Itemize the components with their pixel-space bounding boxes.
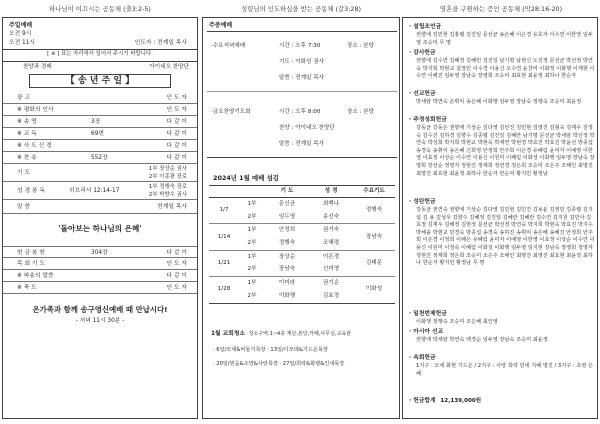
january-schedule-title: 2024년 1월 예배 섬김: [213, 174, 279, 182]
offering-section: [409, 50, 595, 81]
new-year-message: 온가족과 함께 송구영신예배 때 만납시다!: [32, 305, 168, 314]
schedule-part: 2부: [239, 237, 265, 250]
order-row: [3, 140, 197, 152]
offering-names: 1지구 : 모세 화현 기드온 / 2지구 : 사랑 희락 민네 지혜 명진 / 3지구 : 초영 은혜: [416, 362, 593, 377]
offering-section: [409, 398, 595, 405]
cleaning-area: ·청소구역:1~4층 계단,본당,카페,사무실,교육관: [247, 331, 351, 337]
table-header: [239, 186, 265, 198]
order-label: 기 도: [17, 170, 31, 176]
schedule-part: 1부: [247, 280, 257, 287]
divider: [3, 49, 197, 50]
order-row: [3, 116, 197, 128]
offering-names: 권향애 김수연 김혜정 김혜린 김진일 남기평 남현신 노진정 문선균 박선정 박연숙 박지희 박현교 설장민 이수경 이용신 오수연 윤찬미 이화정 이화행 이재현 이수연 이해진 임두영 장남숙 장영희 조승미 최효현 최윤정 최하나 한순자: [416, 57, 595, 80]
schedule-prayer: 안정희: [278, 227, 296, 234]
cleaning-schedule-1: · 6일/모세&비둘기목장 · 13일/디모데&기드온목장: [213, 347, 328, 353]
order-label: ※ 평화의 인사: [17, 107, 54, 113]
fri-service-name: ·금요찬양기도회: [211, 109, 251, 115]
schedule-date: 1/14: [209, 224, 239, 250]
order-label: ※ 파송의 말씀: [17, 273, 54, 279]
order-detail: 3장: [91, 119, 101, 125]
order-leader: 다 같 이: [166, 131, 187, 137]
fri-time: 시간 : 오후 8:00: [279, 109, 321, 115]
table-header: 기 도: [265, 186, 309, 198]
wed-sermon: 말씀 : 전계일 목사: [279, 75, 325, 81]
schedule-date: 1/28: [209, 277, 239, 303]
wed-prayer: 기도 : 이화성 권사: [279, 59, 325, 65]
order-label: ※ 교 독: [17, 131, 37, 137]
divider: [207, 157, 397, 158]
cleaning-title: [211, 331, 351, 338]
schedule-date: 1/21: [209, 250, 239, 276]
schedule-part: 1부: [247, 253, 257, 260]
schedule-scripture: 최백나: [322, 200, 340, 207]
schedule-wed-prayer: 김태문: [353, 250, 395, 276]
fri-praise: 찬양 : 아이네오 찬양단: [279, 125, 335, 131]
praise-team: 아이네오 찬양단: [149, 64, 189, 70]
new-year-time: - 저녁 11시 30분 -: [75, 318, 125, 324]
schedule-part: 2부: [239, 290, 265, 303]
offering-heading: · 일천번제헌금: [409, 311, 447, 317]
worship-order-frame: [2, 17, 198, 419]
divider: [207, 91, 397, 92]
schedule-scripture: 송선숙: [309, 211, 353, 224]
cleaning-heading: 1월 교회청소: [211, 331, 246, 337]
table-header: 수요기도: [353, 186, 395, 198]
offering-heading: · 속회헌금: [409, 355, 436, 361]
order-label: 목 회 기 도: [17, 261, 45, 267]
schedule-part: 2부: [239, 263, 265, 276]
divider: [3, 61, 197, 62]
order-row: [3, 92, 197, 104]
order-label: 성 경 봉 독: [17, 188, 45, 194]
offering-section: [409, 91, 595, 107]
order-label: 광 고: [17, 95, 31, 101]
order-label: 말 씀: [17, 204, 31, 210]
weekday-heading: 주중예배: [209, 22, 233, 29]
sunday-banner: 【 송 년 주 일 】: [29, 74, 171, 88]
schedule-scripture: 이은경: [322, 253, 340, 260]
schedule-prayer: 문신균: [278, 200, 296, 207]
schedule-scripture: 신미영: [309, 263, 353, 276]
stand-note: [ ※ ] 표는 자리에서 일어서 주시기 바랍니다.: [47, 51, 153, 57]
wed-place: 장소 : 본당: [347, 43, 375, 49]
order-row: [3, 128, 197, 140]
cleaning-schedule-2: · 20일/믿음&소망&사랑목장 · 27일/희락&화평&인내목장: [213, 361, 345, 367]
schedule-date: 1/7: [209, 198, 239, 224]
divider: [207, 31, 397, 32]
order-leader: 인 도 자: [166, 285, 187, 291]
schedule-prayer: 장남숙: [265, 263, 309, 276]
schedule-part: 2부: [239, 211, 265, 224]
offering-section: [409, 117, 595, 178]
offering-names: 이화행 정행숙 조승미 조은혜 최인영: [416, 318, 498, 325]
schedule-scripture: 김효정: [309, 290, 353, 303]
schedule-prayer: 이미라: [278, 280, 296, 287]
order-leader: 인 도 자: [166, 261, 187, 267]
order-leader: 인 도 자: [166, 95, 187, 101]
offering-total: 12,139,000원: [440, 398, 482, 404]
schedule-prayer: 임두영: [265, 211, 309, 224]
table-row: [209, 277, 395, 290]
offering-heading: · 헌금합계: [409, 398, 436, 404]
schedule-scripture: 권기순: [322, 280, 340, 287]
wed-service-name: ·수요저녁예배: [211, 43, 246, 49]
fri-sermon: 말씀 : 전계일 목사: [279, 141, 325, 147]
order-row-scripture: [3, 182, 197, 200]
sermon-title: '돌아보는 하나님의 은혜': [58, 224, 142, 233]
offering-heading: · 아시아 선교: [409, 329, 444, 335]
order-detail: 304장: [91, 250, 108, 256]
bulletin-panel-weekly: [202, 0, 400, 424]
service-time-1: 오전 9시: [9, 31, 32, 37]
order-label: 헌 금 봉 헌: [17, 250, 45, 256]
schedule-wed-prayer: 정행숙: [353, 198, 395, 224]
offering-names: 박새암 박연숙 손휘익 송은혜 이화행 임두영 장남숙 정행숙 조승미 최윤정: [416, 98, 582, 105]
table-row: [209, 250, 395, 263]
table-header: 성 경: [309, 186, 353, 198]
order-leader: 다 같 이: [166, 119, 187, 125]
offering-section: [409, 199, 595, 268]
schedule-prayer: 정행숙: [265, 237, 309, 250]
order-row: [3, 282, 197, 294]
prayer-leader-1: 1부 장상순 권사: [148, 166, 187, 172]
panel-title: 성령님의 인도하심을 받는 공동체 (갈3:28): [240, 5, 362, 13]
prayer-leader-2: 2부 이종광 장로: [148, 174, 187, 180]
table-header-row: [209, 186, 395, 198]
order-label: ※ 찬 송: [17, 155, 37, 161]
service-leader: 인도자 : 전계일 목사: [134, 40, 187, 46]
bulletin-panel-offerings: [402, 0, 600, 424]
january-schedule-table: [209, 185, 395, 304]
schedule-scripture: 조혜령: [309, 237, 353, 250]
table-row: [209, 198, 395, 211]
order-detail: 69번: [91, 131, 104, 137]
order-leader: 다 같 이: [166, 273, 187, 279]
order-label: ※ 축 도: [17, 285, 37, 291]
order-row-sermon: [3, 200, 197, 214]
offering-section: [409, 355, 595, 378]
panel-title: 영혼을 구원하는 증인 공동체 (막28:16-20): [439, 5, 563, 13]
wed-time: 시간 : 오후 7:30: [279, 43, 321, 49]
offerings-frame: [402, 17, 598, 419]
panel-title: 하나님이 이끄시는 공동체 (출3:2-5): [49, 5, 151, 13]
offering-names: 강동균 강동은 권향애 기상순 김다영 김민진 김민현 김영진 김형숙 김재우 김정숙 김수진 김하경 김향수 김종렬 김진일 김혜란 남기평 문선균 박새암 박선정 박연숙 박성희 박지희 박현교 박현욱 박재연 박현경 박효진 박효진 박윤선 방종섭 송경숙 송휘익 송은혜 신희영 안정희 안주희 이은경 유혜림 윤미자 이예영 이한영 이효정 이상순 이수연 이용신 이원미 이혜림 이화성 이화행 임두영 장남숙 장영희 장상순 정영자 정현진 정재희 정연경 정은희 조승미 조은주 조해인 최명진 최영진 최효현 최윤정 최하나 한순자 한순덕 황지민 황정남: [416, 124, 595, 177]
schedule-wed-prayer: 이화성: [353, 277, 395, 303]
offering-section: [409, 24, 595, 47]
order-row: [3, 152, 197, 164]
order-leader: 다 같 이: [166, 143, 187, 149]
schedule-prayer: 이화행: [265, 290, 309, 303]
order-row: [3, 258, 197, 270]
table-header: [209, 186, 239, 198]
order-label: ※ 사 도 신 경: [17, 143, 52, 149]
weekly-frame: [202, 17, 400, 419]
schedule-wed-prayer: 장남숙: [353, 224, 395, 250]
order-row-prayer: [3, 164, 197, 182]
scripture-passage: 히브리서 12:14-17: [69, 188, 120, 194]
schedule-part: 1부: [247, 227, 257, 234]
order-row: [3, 246, 197, 258]
offering-heading: · 설립조언금: [409, 24, 442, 30]
schedule-prayer: 장상순: [278, 253, 296, 260]
fri-place: 장소 : 본당: [347, 109, 375, 115]
schedule-part: 1부: [247, 200, 257, 207]
offering-heading: · 선교헌금: [409, 91, 436, 97]
bulletin-panel-worship-order: [0, 0, 200, 424]
service-heading: 주일예배: [9, 22, 33, 29]
order-leader: 다 같 이: [166, 155, 187, 161]
order-leader: 다 같 이: [166, 250, 187, 256]
order-leader: 인 도 자: [166, 107, 187, 113]
order-leader: 전계일 목사: [157, 204, 187, 210]
scripture-reader-2: 2부 박향수 권사: [148, 192, 187, 198]
offering-heading: · 주정성회헌금: [409, 117, 447, 123]
order-label: ※ 송 영: [17, 119, 37, 125]
order-row: [3, 104, 197, 116]
offering-names: 권향애 김민현 김홍렬 김진일 문선균 송은혜 이은경 유호자 이수연 이한영 임두영 조승미 무 명: [416, 31, 593, 46]
offering-heading: · 감사헌금: [409, 50, 436, 56]
offering-heading: · 성탄헌금: [409, 199, 436, 205]
order-detail: 552장: [91, 155, 108, 161]
offering-names: 권향애 박새암 박연숙 백경순 임두영 장남숙 조승미 최윤정: [416, 336, 548, 343]
schedule-scripture: 권기숙: [322, 227, 340, 234]
scripture-reader-1: 1부 정행숙 장로: [148, 184, 187, 190]
table-row: [209, 224, 395, 237]
order-row: [3, 270, 197, 282]
service-time-2: 오전 11시: [9, 40, 36, 46]
praise-label: 찬양과 경배: [23, 64, 52, 70]
offering-names: 강동균 권연숙 권향애 기상순 김다영 김민현 김민진 김보윤 김영민 김종렬 김지섭 김 용 김성우 김향수 김혜정 김진일 김혜란 김혜란 김수연 김지원 김민아 김효정 김재우 김해정 김현정 문선균 박선정 박연숙 박지희 박현욱 박효진 박지수 박해솔 박현교 민경숙 방종섭 송경숙 송하진 송휘익 송은혜 송혜진 안정희 안주희 이은경 이정희 이해은 유혜림 윤미자 이예영 이한영 이효정 이상순 이수연 이용신 이원미 이정숙 이혜림 이화성 이화행 임두영 임지현 장남숙 장영희 정영자 정현진 정재희 정은희 조승미 조은주 조해인 최명진 최영진 최효현 최윤정 최하나 한순자 황지민 황정남 무 명: [416, 206, 595, 267]
offering-section: [409, 329, 595, 345]
offering-section: [409, 311, 595, 327]
